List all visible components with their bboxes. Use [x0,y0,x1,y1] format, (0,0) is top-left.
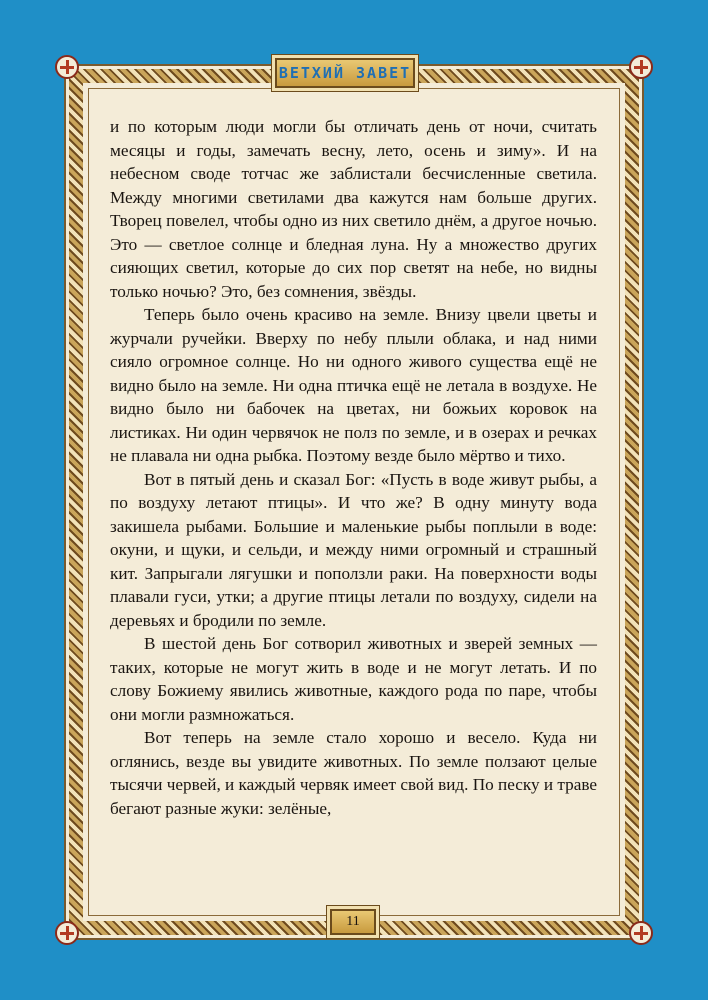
page-number: 11 [330,909,376,935]
corner-cross-ornament-icon [629,55,653,79]
section-title: ВЕТХИЙ ЗАВЕТ [278,64,412,82]
body-text [110,115,597,820]
corner-cross-ornament-icon [629,921,653,945]
paragraph: Вот в пятый день и сказал Бог: «Пусть в воде живут рыбы, а по воздуху летают птицы». И что же? В одну минуту вода закишела рыбами. Большие и маленькие рыбы поплыли в воде: окуни, и щуки, и сельди, и между ними огромный и страшный кит. Запрыгали лягушки и поползли раки. На поверхности воды плавали гуси, утки; а другие птицы летали по воздуху, сидели на деревьях и бродили по земле. [110,469,597,630]
paragraph: Теперь было очень красиво на земле. Внизу цвели цветы и журчали ручейки. Вверху по небу плыли облака, и над ними сияло огромное солнце. Но ни одного живого существа ещё не видно было на земле. Ни одна птичка ещё не летала в воздухе. Не видно было ни бабочек на цветах, ни божьих коровок на листиках. Ни один червячок не полз по земле, и в озерах и речках не плавала ни одна рыбка. Поэтому везде было мёртво и тихо. [110,305,597,465]
paragraph: В шестой день Бог сотворил животных и зверей земных — таких, которые не могут жить в воде и не могут летать. И по слову Божиему явились животные, каждого рода по паре, чтобы они могли размножаться. [110,634,597,724]
paragraph: Вот теперь на земле стало хорошо и весело. Куда ни оглянись, везде вы увидите животных. По земле ползают целые тысячи червей, и каждый червяк имеет свой вид. По песку и траве бегают разные жуки: зелёные, [110,728,597,818]
paragraph: и по которым люди могли бы отличать день от ночи, считать месяцы и годы, замечать весну, лето, осень и зиму». И на небесном своде тотчас же заблистали бесчисленные светила. Между многими светилами два кажутся нам больше других. Творец повелел, чтобы одно из них светило днём, а другое ночью. Это — светлое солнце и бледная луна. Ну а множество других сияющих светил, которые до сих пор светят на небе, но видны только ночью? Это, без сомнения, звёзды. [110,117,597,301]
corner-cross-ornament-icon [55,55,79,79]
section-title-plate [275,58,415,88]
corner-cross-ornament-icon [55,921,79,945]
